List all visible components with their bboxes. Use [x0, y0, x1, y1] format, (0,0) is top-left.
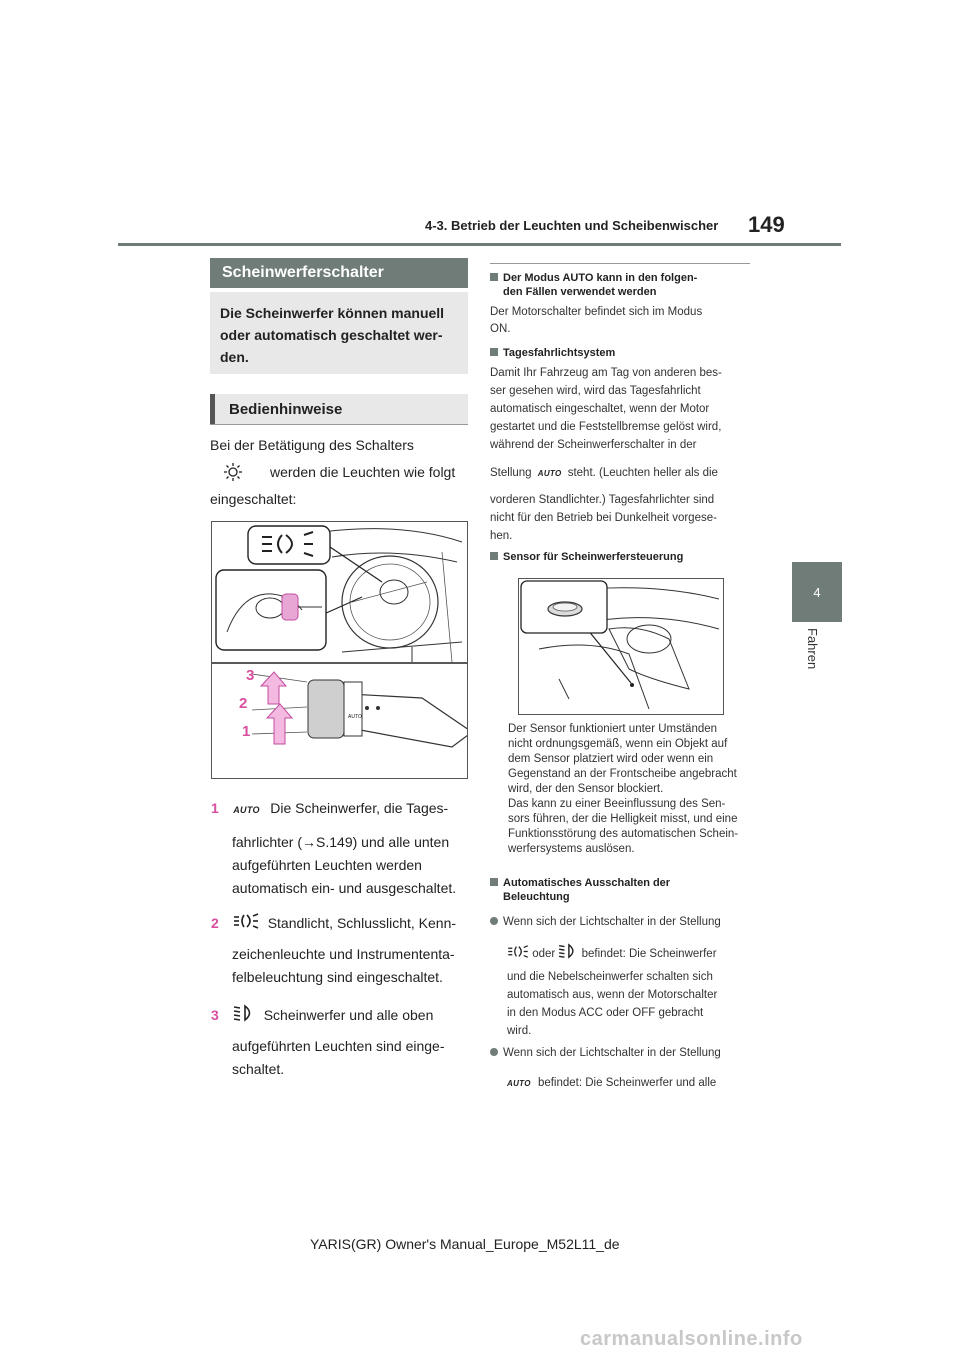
- page-number: 149: [748, 212, 785, 237]
- sensor-text: Der Sensor funktioniert unter Umständen nicht ordnungsgemäß, wenn ein Objekt auf dem Sensor platziert wird oder wenn ein Gegenstand an der Frontscheibe angebracht wird, der den Sensor blockiert. Das kann zu einer Beeinflussung des Sen- sors führen, der die Helligkeit misst, und eine Funktionsstörung des automatischen Schein- werfersystems auslösen.: [508, 723, 739, 855]
- square-bullet-icon: [490, 348, 498, 356]
- round-bullet-icon: [490, 1048, 498, 1056]
- watermark: carmanualsonline.info: [580, 1328, 803, 1350]
- light-switch-icon: [222, 462, 244, 487]
- square-bullet-icon: [490, 552, 498, 560]
- body-line: Bei der Betätigung des Schalters: [210, 437, 414, 453]
- headlight-switch-illustration: [211, 521, 468, 779]
- item-number: 2: [211, 915, 219, 931]
- bullet-2-icon-line: AUTO befindet: Die Scheinwerfer und alle: [507, 1077, 717, 1089]
- round-bullet-icon: [490, 917, 498, 925]
- section-breadcrumb: 4-3. Betrieb der Leuchten und Scheibenwischer: [425, 218, 719, 233]
- intro-line: oder automatisch geschaltet wer-: [220, 327, 443, 343]
- square-bullet-icon: [490, 273, 498, 281]
- bullet-2: Wenn sich der Lichtschalter in der Stellung: [490, 1045, 721, 1062]
- list-item: [211, 911, 471, 935]
- headlight-icon: [233, 1004, 255, 1027]
- parking-light-icon: [233, 913, 259, 934]
- body-line: eingeschaltet:: [210, 491, 297, 507]
- list-item: [211, 1003, 471, 1027]
- item-text: Scheinwerfer und alle oben: [263, 1007, 434, 1023]
- item-number: 1: [211, 800, 219, 816]
- figure-label-2: 2: [239, 695, 248, 712]
- body-line: werden die Leuchten wie folgt: [270, 464, 456, 480]
- item-text: aufgeführten Leuchten werden: [232, 857, 422, 873]
- section-title: Scheinwerferschalter: [210, 258, 468, 288]
- subsection-rule: [210, 424, 468, 425]
- headlight-icon: [558, 943, 578, 965]
- figure-switch-text: AUTO: [348, 714, 362, 720]
- item-number: 3: [211, 1007, 219, 1023]
- autooff-heading: Automatisches Ausschalten der Beleuchtung: [490, 876, 670, 904]
- bullet-1-rest: und die Nebelscheinwerfer schalten sich automatisch aus, wenn der Motorschalter in den Modus ACC oder OFF gebracht wird.: [507, 971, 718, 1037]
- auto-icon: AUTO: [233, 805, 260, 815]
- item-text: Die Scheinwerfer, die Tages-: [270, 800, 449, 816]
- item-text: Standlicht, Schlusslicht, Kenn-: [267, 915, 457, 931]
- header-rule: [118, 243, 841, 246]
- intro-box: [210, 292, 468, 374]
- item-text: fahrlichter (→S.149) und alle unten: [232, 834, 450, 850]
- bullet-1: Wenn sich der Lichtschalter in der Stellung: [490, 914, 721, 931]
- item-text: felbeleuchtung sind eingeschaltet.: [232, 969, 443, 985]
- drl-text: Damit Ihr Fahrzeug am Tag von anderen bes- ser gesehen wird, wird das Tagesfahrlicht automatisch eingeschaltet, wenn der Motor gestartet und die Feststellbremse gelöst wird, während der Scheinwerferschalter in der: [490, 367, 722, 451]
- square-bullet-icon: [490, 878, 498, 886]
- auto-icon: AUTO: [537, 469, 562, 478]
- figure-label-3: 3: [246, 667, 255, 684]
- figure-label-1: 1: [242, 723, 251, 740]
- subsection-title: Bedienhinweise: [210, 394, 468, 424]
- list-item: [211, 796, 471, 820]
- chapter-label: Fahren: [805, 628, 820, 670]
- auto-icon: AUTO: [507, 1079, 531, 1088]
- drl-heading: Tagesfahrlichtsystem: [490, 346, 615, 360]
- chapter-tab: 4: [792, 562, 842, 622]
- item-text: zeichenleuchte und Instrumententa-: [232, 946, 455, 962]
- item-text: schaltet.: [232, 1061, 285, 1077]
- intro-line: den.: [220, 349, 249, 365]
- item-text: aufgeführten Leuchten sind einge-: [232, 1038, 445, 1054]
- drl-stellung-line: Stellung AUTO steht. (Leuchten heller als die: [490, 467, 718, 479]
- item-text: automatisch ein- und ausgeschaltet.: [232, 880, 457, 896]
- intro-line: Die Scheinwerfer können manuell: [220, 305, 445, 321]
- sensor-heading: Sensor für Scheinwerfersteuerung: [490, 550, 683, 564]
- chapter-label-wrap: [782, 628, 852, 688]
- drl-text2: vorderen Standlichter.) Tagesfahrlichter sind nicht für den Betrieb bei Dunkelheit vorgese- hen.: [490, 494, 717, 542]
- footer-manual-id: YARIS(GR) Owner's Manual_Europe_M52L11_de: [310, 1236, 620, 1252]
- auto-mode-heading: Der Modus AUTO kann in den folgen- den Fällen verwendet werden: [490, 271, 760, 299]
- bullet-1-icons-line: oder befindet: Die Scheinwerfer: [507, 943, 717, 965]
- parking-light-icon: [507, 945, 529, 964]
- auto-mode-text: Der Motorschalter befindet sich im Modus ON.: [490, 306, 703, 335]
- sensor-illustration: [518, 578, 724, 715]
- right-rule: [490, 263, 750, 264]
